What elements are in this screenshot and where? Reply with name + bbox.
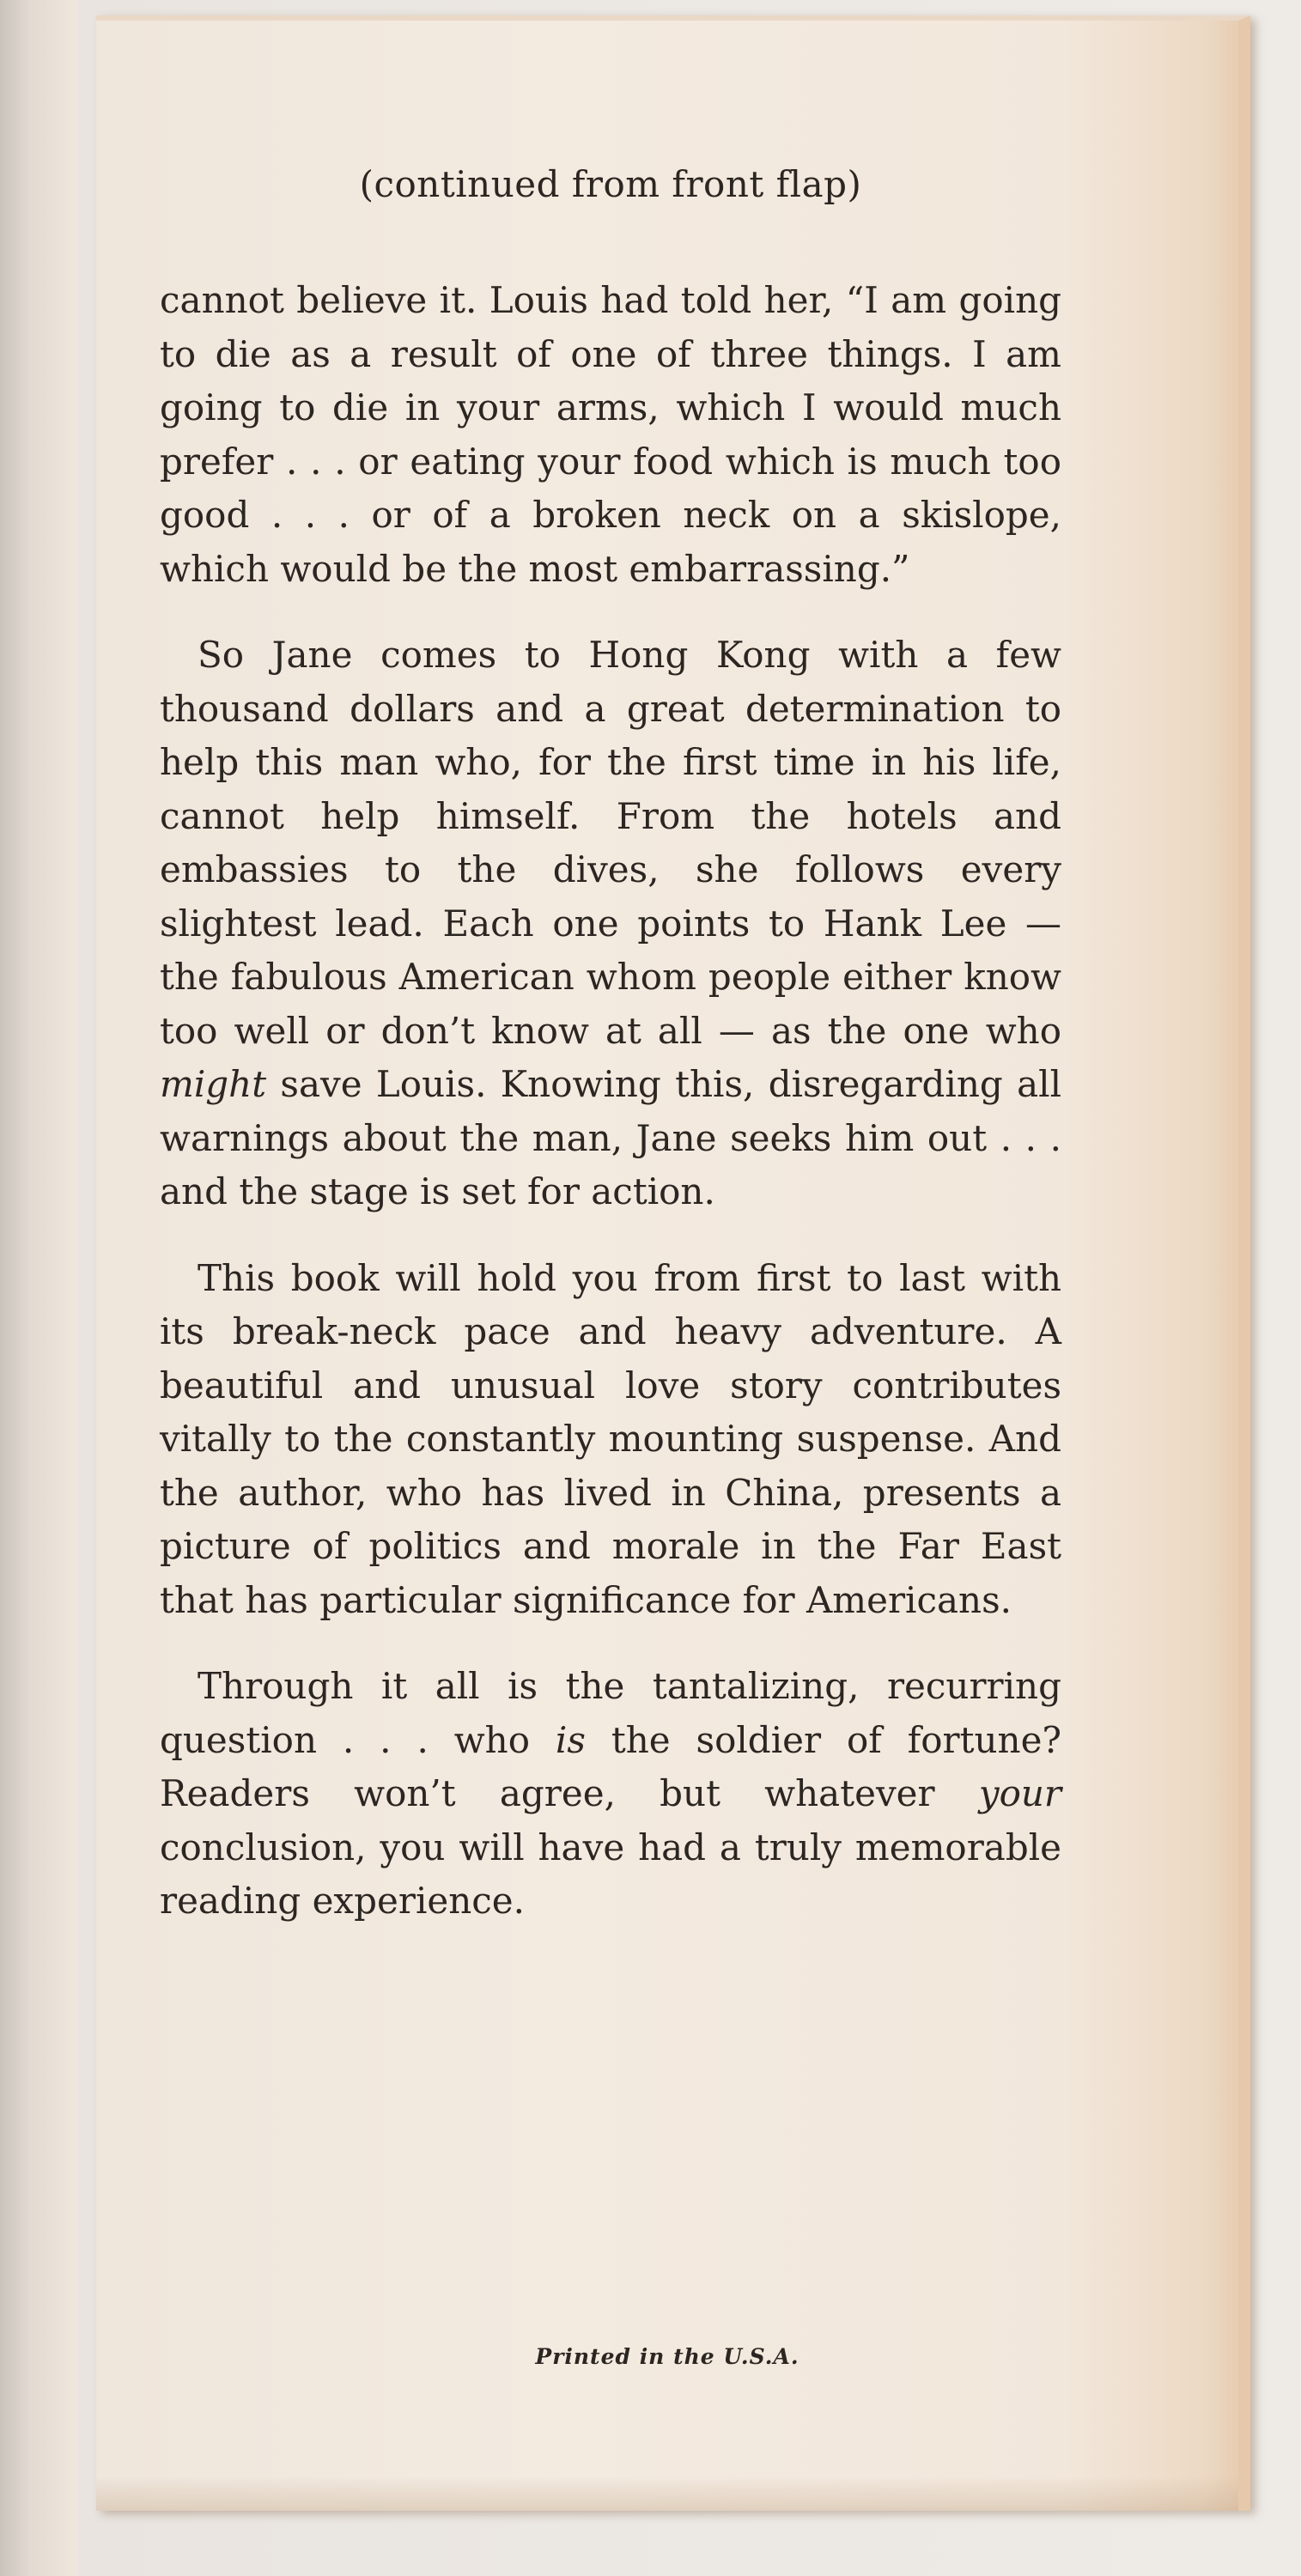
flap-text-column xyxy=(160,163,1061,1961)
italic-text: your xyxy=(978,1772,1061,1814)
paragraph-1 xyxy=(160,274,1061,596)
text-run: save Louis. Knowing this, disregarding all warnings about the man, Jane seeks him out . . . and the stage is set for action. xyxy=(160,1063,1061,1212)
printed-in-footer: Printed in the U.S.A. xyxy=(535,2344,799,2369)
text-run: cannot believe it. Louis had told her, “I am going to die as a result of one of three things. I am going to die in your arms, which I would much prefer . . . or eating your food which is much too good . . . or of a broken neck on a skislope, which would be the most embarrassing.” xyxy=(160,279,1061,590)
paragraph-3 xyxy=(160,1252,1061,1628)
text-run: Through it all is the tantalizing, recurring question . . . who xyxy=(160,1665,1061,1761)
paragraph-4 xyxy=(160,1660,1061,1929)
continuation-header: (continued from front flap) xyxy=(359,163,862,205)
italic-text: is xyxy=(555,1718,586,1761)
text-run: the soldier of fortune? Readers won’t agree, but whatever xyxy=(160,1718,1061,1814)
adjacent-page-edge xyxy=(0,0,77,2576)
italic-text: might xyxy=(160,1063,267,1105)
text-run: conclusion, you will have had a truly memorable reading experience. xyxy=(160,1826,1061,1922)
text-run: This book will hold you from first to last with its break-neck pace and heavy adventure. A beautiful and unusual love story contributes vitally to the constantly mounting suspense. And the author, who has lived in China, presents a picture of politics and morale in the Far East that has particular significance for Americans. xyxy=(160,1256,1061,1621)
paragraph-2 xyxy=(160,629,1061,1219)
text-run: So Jane comes to Hong Kong with a few thousand dollars and a great determination to help this man who, for the first time in his life, cannot help himself. From the hotels and embassies to the dives, she follows every slightest lead. Each one points to Hank Lee — the fabulous American whom people either know too well or don’t know at all — as the one who xyxy=(160,634,1061,1052)
